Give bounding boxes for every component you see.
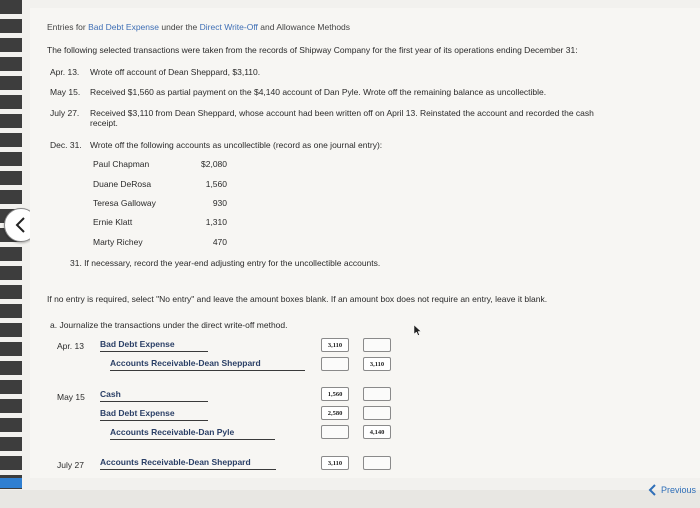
previous-label: Previous xyxy=(661,485,697,495)
account-select-credit[interactable]: Accounts Receivable-Dean Sheppard xyxy=(110,358,305,371)
instructions-text: If no entry is required, select "No entry" and leave the amount boxes blank. If an amount box does not require an entry, leave it blank. xyxy=(47,294,548,304)
transaction-jul27-text: Received $3,110 from Dean Sheppard, whose account had been written off on April 13. Reinstated the account and recorded the cash xyxy=(90,108,594,118)
bad-debt-expense-link[interactable]: Bad Debt Expense xyxy=(88,22,159,32)
credit-amount-input[interactable] xyxy=(363,456,391,470)
debit-amount-input[interactable]: 3,110 xyxy=(321,338,349,352)
mouse-cursor-icon xyxy=(414,325,422,336)
account-select-credit[interactable]: Accounts Receivable-Dan Pyle xyxy=(110,427,275,440)
active-indicator xyxy=(0,478,22,488)
account-amount: 1,310 xyxy=(205,217,227,227)
transaction-jul27-date: July 27. xyxy=(50,108,80,118)
transaction-may15-date: May 15. xyxy=(50,87,81,97)
credit-amount-input[interactable] xyxy=(363,387,391,401)
journal-date-jul27: July 27 xyxy=(57,460,84,470)
transaction-apr13-date: Apr. 13. xyxy=(50,67,80,77)
intro-text: The following selected transactions were taken from the records of Shipway Company for the first year of its operations ending December 31: xyxy=(47,45,578,55)
account-amount: $2,080 xyxy=(201,159,227,169)
transaction-dec31-date: Dec. 31. xyxy=(50,140,82,150)
credit-amount-input[interactable] xyxy=(363,406,391,420)
account-amount: 470 xyxy=(212,237,227,247)
chevron-left-icon xyxy=(648,483,658,497)
page-title xyxy=(47,22,350,33)
debit-amount-input[interactable]: 1,560 xyxy=(321,387,349,401)
debit-amount-input[interactable] xyxy=(321,357,349,371)
direct-write-off-link[interactable]: Direct Write-Off xyxy=(199,22,258,32)
account-name: Marty Richey xyxy=(93,237,143,247)
transaction-may15-text: Received $1,560 as partial payment on the $4,140 account of Dan Pyle. Wrote off the remaining balance as uncollectible. xyxy=(90,87,547,97)
part-a-heading: a. Journalize the transactions under the direct write-off method. xyxy=(50,320,288,330)
account-select-debit[interactable]: Bad Debt Expense xyxy=(100,339,208,352)
debit-amount-input[interactable]: 2,580 xyxy=(321,406,349,420)
previous-button[interactable] xyxy=(648,480,700,500)
debit-amount-input[interactable]: 3,110 xyxy=(321,456,349,470)
credit-amount-input[interactable] xyxy=(363,338,391,352)
title-text: under the xyxy=(159,22,200,32)
transaction-jul27-text2: receipt. xyxy=(90,118,118,128)
title-text: and Allowance Methods xyxy=(257,22,351,32)
transaction-apr13-text: Wrote off account of Dean Sheppard, $3,110. xyxy=(90,67,261,77)
left-sidebar-strip xyxy=(0,0,22,508)
account-name: Teresa Galloway xyxy=(93,198,156,208)
chevron-left-icon xyxy=(14,216,28,234)
transaction-dec31-text: Wrote off the following accounts as uncollectible (record as one journal entry): xyxy=(90,140,383,150)
journal-date-apr13: Apr. 13 xyxy=(57,341,84,351)
account-select-debit[interactable]: Cash xyxy=(100,389,208,402)
account-name: Duane DeRosa xyxy=(93,179,152,189)
credit-amount-input[interactable]: 3,110 xyxy=(363,357,391,371)
item-31-text: 31. If necessary, record the year-end adjusting entry for the uncollectible accounts. xyxy=(70,258,381,268)
title-text: Entries for xyxy=(47,22,89,32)
account-name: Ernie Klatt xyxy=(93,217,133,227)
account-name: Paul Chapman xyxy=(93,159,150,169)
account-select-debit[interactable]: Accounts Receivable-Dean Sheppard xyxy=(100,457,276,470)
bottom-bar xyxy=(0,490,700,508)
account-amount: 930 xyxy=(212,198,227,208)
debit-amount-input[interactable] xyxy=(321,425,349,439)
credit-amount-input[interactable]: 4,140 xyxy=(363,425,391,439)
account-select-debit[interactable]: Bad Debt Expense xyxy=(100,408,208,421)
account-amount: 1,560 xyxy=(205,179,227,189)
journal-date-may15: May 15 xyxy=(57,392,85,402)
